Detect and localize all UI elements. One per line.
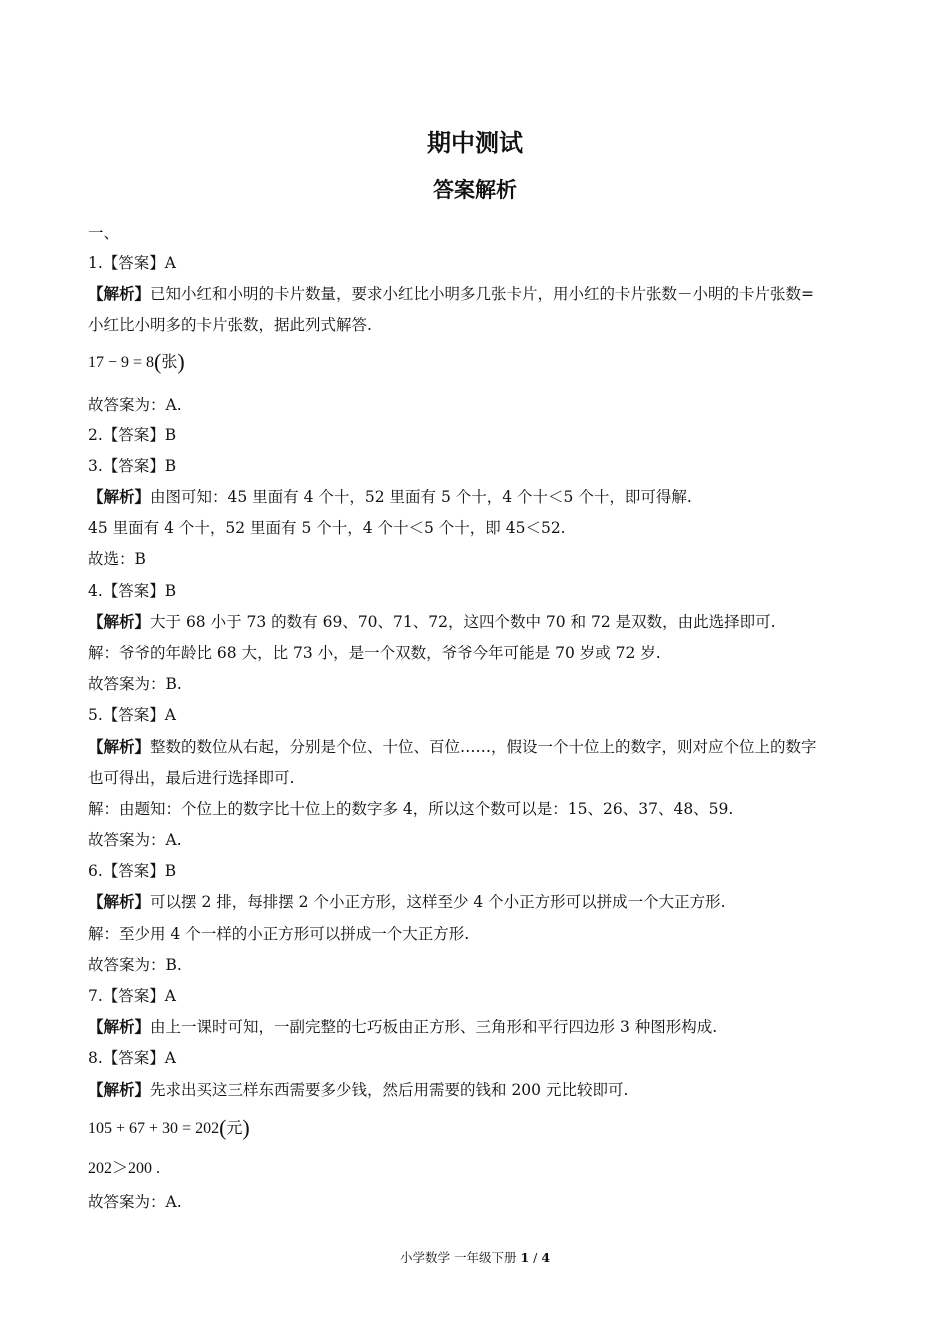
q8-formula-expr: 105 + 67 + 30 = 202 xyxy=(88,1120,220,1137)
footer-text: 小学数学 一年级下册 xyxy=(399,1250,521,1265)
section-heading: 一、 xyxy=(88,224,120,242)
q5-answer: 5.【答案】A xyxy=(88,706,176,724)
q7-analysis-text: 由上一课时可知，一副完整的七巧板由正方形、三角形和平行四边形 3 种图形构成. xyxy=(150,1018,718,1036)
q8-formula-unit: 元 xyxy=(226,1120,243,1137)
q1-analysis-cont: 小红比小明多的卡片张数，据此列式解答. xyxy=(88,316,372,334)
page-total: 4 xyxy=(541,1250,551,1265)
q4-solution: 解：爷爷的年龄比 68 大，比 73 小，是一个双数，爷爷今年可能是 70 岁或 72 岁. xyxy=(88,644,661,662)
q8-compare: 202＞200 . xyxy=(88,1160,161,1177)
q1-analysis-text: 已知小红和小明的卡片数量，要求小红比小明多几张卡片，用小红的卡片张数－小明的卡片张数= xyxy=(150,285,815,303)
q7-answer: 7.【答案】A xyxy=(88,987,176,1005)
q6-answer: 6.【答案】B xyxy=(88,862,177,880)
q1-formula: 17 − 9 = 8(张) xyxy=(88,349,185,374)
analysis-tag: 【解析】 xyxy=(88,284,151,303)
page-title: 期中测试 xyxy=(427,129,523,157)
q8-formula: 105 + 67 + 30 = 202(元) xyxy=(88,1115,250,1140)
analysis-tag: 【解析】 xyxy=(88,892,151,911)
q1-analysis xyxy=(88,284,868,304)
q3-analysis xyxy=(88,487,868,507)
q6-conclusion: 故答案为：B. xyxy=(88,956,182,974)
page-separator: / xyxy=(529,1250,542,1265)
q4-analysis-text: 大于 68 小于 73 的数有 69、70、71、72，这四个数中 70 和 72 是双数，由此选择即可. xyxy=(150,613,776,631)
q6-solution: 解：至少用 4 个一样的小正方形可以拼成一个大正方形. xyxy=(88,925,470,943)
q3-answer: 3.【答案】B xyxy=(88,457,177,475)
page-number: 1 xyxy=(520,1250,530,1265)
analysis-tag: 【解析】 xyxy=(88,487,151,506)
q8-conclusion: 故答案为：A. xyxy=(88,1193,182,1211)
q5-analysis-cont: 也可得出，最后进行选择即可. xyxy=(88,769,295,787)
q8-analysis xyxy=(88,1080,868,1100)
q7-analysis xyxy=(88,1017,868,1037)
analysis-tag: 【解析】 xyxy=(88,737,151,756)
q3-conclusion: 故选：B xyxy=(88,550,146,568)
q6-analysis-text: 可以摆 2 排，每排摆 2 个小正方形，这样至少 4 个小正方形可以拼成一个大正方形. xyxy=(150,893,726,911)
q4-conclusion: 故答案为：B. xyxy=(88,675,182,693)
analysis-tag: 【解析】 xyxy=(88,1017,151,1036)
q1-answer: 1.【答案】A xyxy=(88,254,176,272)
analysis-tag: 【解析】 xyxy=(88,612,151,631)
q5-analysis-text: 整数的数位从右起，分别是个位、十位、百位……，假设一个十位上的数字，则对应个位上的数字 xyxy=(150,738,817,756)
q6-analysis xyxy=(88,892,868,912)
page-subtitle: 答案解析 xyxy=(433,178,517,202)
q3-analysis-text: 由图可知：45 里面有 4 个十，52 里面有 5 个十，4 个十＜5 个十，即可得解. xyxy=(150,488,692,506)
q1-formula-unit: 张 xyxy=(161,354,178,371)
page-footer xyxy=(0,1248,950,1266)
q4-analysis xyxy=(88,612,868,632)
q1-formula-expr: 17 − 9 = 8 xyxy=(88,354,155,371)
q5-solution: 解：由题知：个位上的数字比十位上的数字多 4，所以这个数可以是：15、26、37、48、59. xyxy=(88,800,734,818)
q4-answer: 4.【答案】B xyxy=(88,582,177,600)
q3-solution: 45 里面有 4 个十，52 里面有 5 个十，4 个十＜5 个十，即 45＜52. xyxy=(88,519,566,537)
q2-answer: 2.【答案】B xyxy=(88,426,177,444)
q8-answer: 8.【答案】A xyxy=(88,1049,176,1067)
q5-analysis xyxy=(88,737,868,757)
analysis-tag: 【解析】 xyxy=(88,1080,151,1099)
q8-analysis-text: 先求出买这三样东西需要多少钱，然后用需要的钱和 200 元比较即可. xyxy=(150,1081,629,1099)
q1-conclusion: 故答案为：A. xyxy=(88,396,182,414)
q5-conclusion: 故答案为：A. xyxy=(88,831,182,849)
